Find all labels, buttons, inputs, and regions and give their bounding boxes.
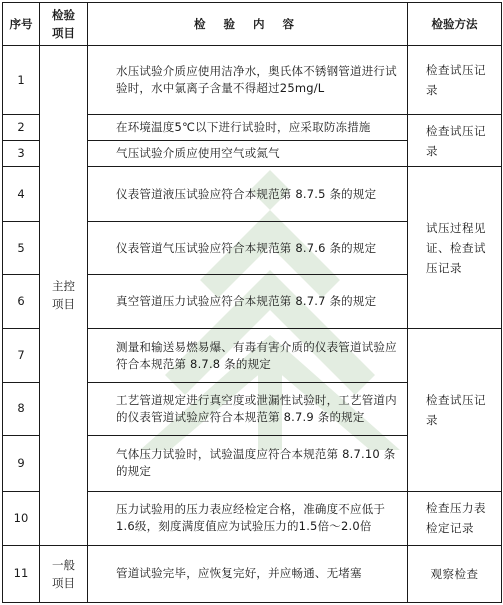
row-no: 7 — [3, 329, 40, 382]
category-general — [40, 545, 88, 602]
row-content: 在环境温度5℃以下进行试验时，应采取防冻措施 — [88, 115, 408, 141]
row-no: 4 — [3, 167, 40, 222]
header-category-text: 检验 项目 — [52, 8, 75, 41]
row-method: 试压过程见证、检查试压记录 — [408, 167, 502, 329]
row-no: 8 — [3, 382, 40, 435]
inspection-table — [2, 2, 502, 603]
category-main-label: 主控 项目 — [52, 279, 75, 312]
row-no: 9 — [3, 435, 40, 491]
row-content: 工艺管道规定进行真空度或泄漏性试验时，工艺管道内的仪表管道试验应符合本规范第 8.7.9 条的规定 — [88, 382, 408, 435]
row-no: 6 — [3, 275, 40, 329]
row-content: 管道试验完毕，应恢复完好，并应畅通、无堵塞 — [88, 545, 408, 602]
row-content: 气体压力试验时，试验温度应符合本规范第 8.7.10 条的规定 — [88, 435, 408, 491]
header-no: 序号 — [3, 3, 40, 46]
row-method: 观察检查 — [408, 545, 502, 602]
row-no: 10 — [3, 491, 40, 545]
row-no: 11 — [3, 545, 40, 602]
row-content: 仪表管道液压试验应符合本规范第 8.7.5 条的规定 — [88, 167, 408, 222]
row-no: 2 — [3, 115, 40, 141]
row-method: 检查压力表检定记录 — [408, 491, 502, 545]
header-method: 检验方法 — [408, 3, 502, 46]
row-content: 水压试验介质应使用洁净水，奥氏体不锈钢管道进行试验时，水中氯离子含量不得超过25mg/L — [88, 46, 408, 115]
table-row — [3, 46, 502, 115]
table-row — [3, 545, 502, 602]
row-content: 压力试验用的压力表应经检定合格，准确度不应低于1.6级，刻度满度值应为试验压力的1.5倍～2.0倍 — [88, 491, 408, 545]
category-general-label: 一般 项目 — [52, 557, 75, 590]
row-method: 检查试压记录 — [408, 46, 502, 115]
row-content: 气压试验介质应使用空气或氮气 — [88, 141, 408, 167]
category-main — [40, 46, 88, 546]
table-header-row — [3, 3, 502, 46]
row-no: 3 — [3, 141, 40, 167]
row-content: 测量和输送易燃易爆、有毒有害介质的仪表管道试验应符合本规范第 8.7.8 条的规定 — [88, 329, 408, 382]
row-no: 5 — [3, 222, 40, 275]
header-category — [40, 3, 88, 46]
header-content: 检 验 内 容 — [88, 3, 408, 46]
row-content: 仪表管道气压试验应符合本规范第 8.7.6 条的规定 — [88, 222, 408, 275]
row-no: 1 — [3, 46, 40, 115]
row-method: 检查试压记录 — [408, 329, 502, 491]
row-content: 真空管道压力试验应符合本规范第 8.7.7 条的规定 — [88, 275, 408, 329]
row-method: 检查试压记录 — [408, 115, 502, 167]
